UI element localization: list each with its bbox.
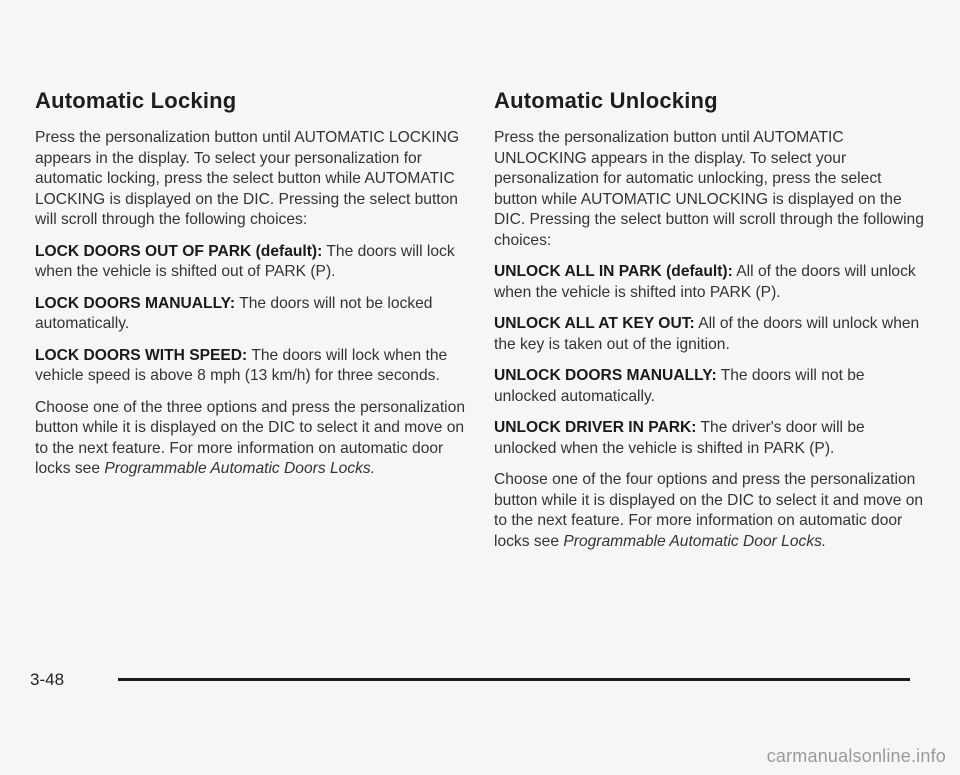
closing-text: Choose one of the four options and press the personalization button while it is displayed on the DIC to select it and move on to the next feature. For more information on automatic door locks see: [494, 471, 924, 550]
option-term: LOCK DOORS OUT OF PARK (default):: [35, 242, 323, 260]
option-paragraph: [35, 242, 465, 283]
reference-link: Programmable Automatic Doors Locks.: [104, 460, 376, 477]
automatic-locking-section: [35, 88, 465, 491]
option-term: LOCK DOORS MANUALLY:: [35, 294, 236, 312]
option-text: The doors will lock when the vehicle speed is above 8 mph (13 km/h) for three seconds.: [35, 346, 448, 384]
option-paragraph: [35, 294, 465, 335]
automatic-unlocking-section: [494, 88, 924, 563]
option-text: The doors will lock when the vehicle is shifted out of PARK (P).: [35, 242, 455, 280]
option-term: UNLOCK DOORS MANUALLY:: [494, 367, 717, 384]
page-number: 3-48: [30, 670, 65, 689]
option-paragraph: [494, 418, 924, 459]
watermark: carmanualsonline.info: [766, 746, 946, 766]
section-heading: Automatic Locking: [35, 88, 237, 113]
option-term: UNLOCK DRIVER IN PARK:: [494, 419, 697, 436]
option-text: The doors will not be unlocked automatically.: [494, 367, 865, 405]
closing-text: Choose one of the three options and press the personalization button while it is displayed on the DIC to select it and move on to the next feature. For more information on automatic door locks see: [35, 398, 465, 477]
intro-paragraph: Press the personalization button until AUTOMATIC UNLOCKING appears in the display. To select your personalization for automatic unlocking, press the select button while AUTOMATIC UNLOCKING is displayed on the DIC. Pressing the select button will scroll through the following choices:: [494, 129, 924, 249]
option-text: The driver's door will be unlocked when the vehicle is shifted in PARK (P).: [494, 419, 865, 457]
option-text: The doors will not be locked automatically.: [35, 294, 433, 332]
option-text: All of the doors will unlock when the vehicle is shifted into PARK (P).: [494, 263, 916, 301]
closing-paragraph: [494, 470, 924, 552]
option-paragraph: [494, 314, 924, 355]
intro-paragraph: Press the personalization button until AUTOMATIC LOCKING appears in the display. To select your personalization for automatic locking, press the select button while AUTOMATIC LOCKING is displayed on the DIC. Pressing the select button will scroll through the following choices:: [35, 129, 460, 228]
section-heading: Automatic Unlocking: [494, 88, 718, 113]
option-term: UNLOCK ALL AT KEY OUT:: [494, 315, 695, 332]
closing-paragraph: [35, 398, 465, 480]
footer-divider: [118, 678, 910, 681]
option-term: UNLOCK ALL IN PARK (default):: [494, 263, 733, 280]
option-paragraph: [35, 346, 465, 387]
option-paragraph: [494, 262, 924, 303]
option-paragraph: [494, 366, 924, 407]
reference-link: Programmable Automatic Door Locks.: [563, 532, 827, 550]
option-term: LOCK DOORS WITH SPEED:: [35, 346, 248, 364]
option-text: All of the doors will unlock when the key is taken out of the ignition.: [494, 315, 920, 353]
